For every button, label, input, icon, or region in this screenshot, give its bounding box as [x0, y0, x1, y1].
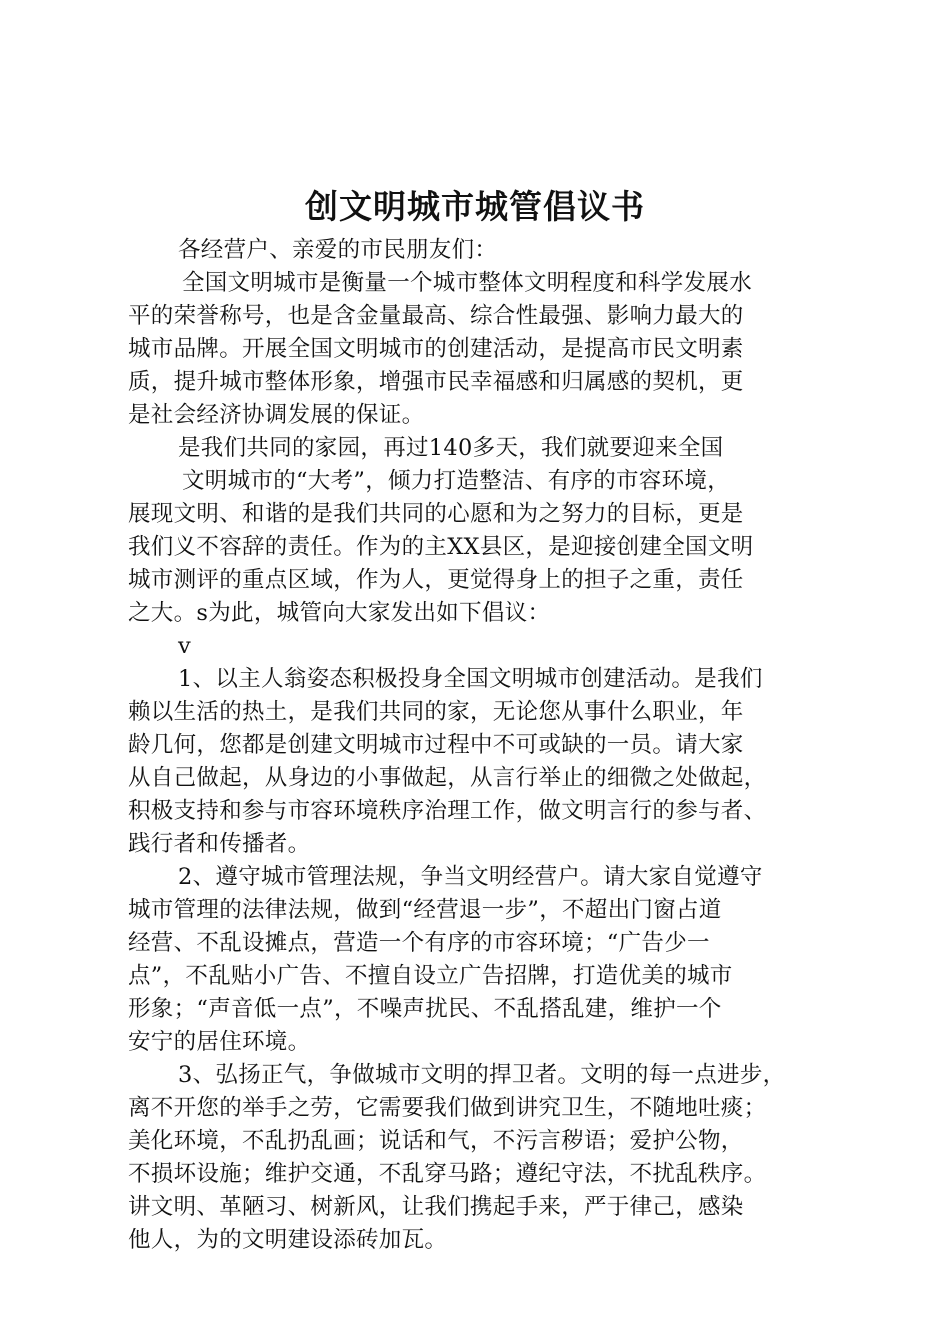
paragraph-1-line-2: 平的荣誉称号，也是含金量最高、综合性最强、影响力最大的: [128, 303, 744, 329]
proposal-3-line-4: 不损坏设施；维护交通，不乱穿马路；遵纪守法，不扰乱秩序。: [128, 1161, 767, 1187]
proposal-3-line-5: 讲文明、革陋习、树新风，让我们携起手来，严于律己，感染: [128, 1194, 744, 1220]
proposal-3-line-2: 离不开您的举手之劳，它需要我们做到讲究卫生，不随地吐痰；: [128, 1095, 767, 1121]
proposal-1-line-5: 积极支持和参与市容环境秩序治理工作，做文明言行的参与者、: [128, 798, 767, 824]
paragraph-1-line-1: 全国文明城市是衡量一个城市整体文明程度和科学发展水: [182, 270, 753, 296]
paragraph-1-line-5: 是社会经济协调发展的保证。: [128, 402, 425, 428]
stray-character-line: v: [178, 633, 192, 659]
proposal-1-line-3: 龄几何，您都是创建文明城市过程中不可或缺的一员。请大家: [128, 732, 744, 758]
proposal-2-line-5: 形象；“声音低一点”，不噪声扰民、不乱搭乱建，维护一个: [128, 996, 722, 1022]
proposal-3-line-1: 3、弘扬正气，争做城市文明的捍卫者。文明的每一点进步，: [178, 1062, 786, 1088]
proposal-1-line-1: 1、以主人翁姿态积极投身全国文明城市创建活动。是我们: [178, 666, 763, 692]
proposal-3-line-3: 美化环境，不乱扔乱画；说话和气，不污言秽语；爱护公物，: [128, 1128, 744, 1154]
proposal-2-line-6: 安宁的居住环境。: [128, 1029, 311, 1055]
proposal-2-line-2: 城市管理的法律法规，做到“经营退一步”，不超出门窗占道: [128, 897, 722, 923]
document-title: 创文明城市城管倡议书: [305, 187, 645, 226]
proposal-2-line-1: 2、遵守城市管理法规，争当文明经营户。请大家自觉遵守: [178, 864, 763, 890]
proposal-2-line-4: 点”，不乱贴小广告、不擅自设立广告招牌，打造优美的城市: [128, 963, 733, 989]
proposal-1-line-2: 赖以生活的热土，是我们共同的家，无论您从事什么职业，年: [128, 699, 744, 725]
paragraph-3-line-1: 文明城市的“大考”，倾力打造整洁、有序的市容环境，: [182, 468, 731, 494]
paragraph-3-line-2: 展现文明、和谐的是我们共同的心愿和为之努力的目标，更是: [128, 501, 744, 527]
proposal-1-line-6: 践行者和传播者。: [128, 831, 311, 857]
paragraph-3-line-3: 我们义不容辞的责任。作为的主XX县区，是迎接创建全国文明: [128, 534, 754, 560]
proposal-1-line-4: 从自己做起，从身边的小事做起，从言行举止的细微之处做起，: [128, 765, 767, 791]
proposal-3-line-6: 他人，为的文明建设添砖加瓦。: [128, 1227, 448, 1253]
paragraph-3-line-5: 之大。s为此，城管向大家发出如下倡议：: [128, 600, 551, 626]
paragraph-3-line-4: 城市测评的重点区域，作为人，更觉得身上的担子之重，责任: [128, 567, 744, 593]
proposal-2-line-3: 经营、不乱设摊点，营造一个有序的市容环境；“广告少一: [128, 930, 710, 956]
salutation-line: 各经营户、亲爱的市民朋友们：: [178, 237, 498, 263]
paragraph-1-line-4: 质，提升城市整体形象，增强市民幸福感和归属感的契机，更: [128, 369, 744, 395]
paragraph-1-line-3: 城市品牌。开展全国文明城市的创建活动，是提高市民文明素: [128, 336, 744, 362]
paragraph-2-line-1: 是我们共同的家园，再过140多天，我们就要迎来全国: [178, 435, 724, 461]
